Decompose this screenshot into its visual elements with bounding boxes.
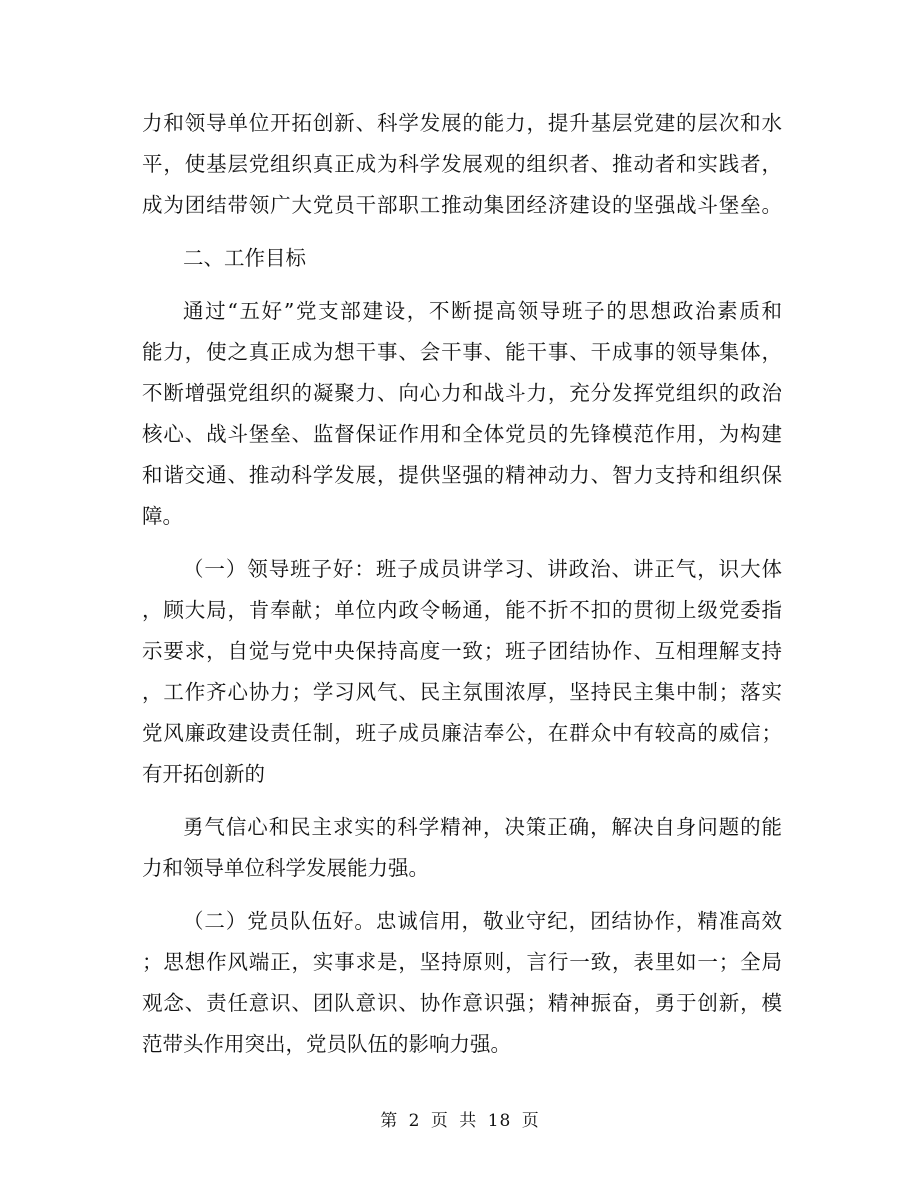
text-line: 障。 <box>142 504 183 528</box>
text-line: 能力，使之真正成为想干事、会干事、能干事、干成事的领导集体， <box>142 340 782 364</box>
text-line: 力和领导单位科学发展能力强。 <box>142 856 429 880</box>
text-line: 不断增强党组织的凝聚力、向心力和战斗力，充分发挥党组织的政治 <box>142 381 782 405</box>
page-number-footer: 第 2 页 共 18 页 <box>380 1111 540 1131</box>
body-text <box>142 103 782 1065</box>
text-line: 核心、战斗堡垒、监督保证作用和全体党员的先锋模范作用，为构建 <box>142 422 782 446</box>
text-line: 党风廉政建设责任制，班子成员廉洁奉公，在群众中有较高的威信； <box>142 721 782 745</box>
section-heading: 二、工作目标 <box>183 246 306 270</box>
text-line: 力和领导单位开拓创新、科学发展的能力，提升基层党建的层次和水 <box>142 111 782 135</box>
text-line: 示要求，自觉与党中央保持高度一致；班子团结协作、互相理解支持 <box>142 639 782 663</box>
text-line: ；思想作风端正，实事求是，坚持原则，言行一致，表里如一；全局 <box>142 950 782 974</box>
text-line: ，顾大局，肯奉献；单位内政令畅通，能不折不扣的贯彻上级党委指 <box>142 598 782 622</box>
text-line: 观念、责任意识、团队意识、协作意识强；精神振奋，勇于创新，模 <box>142 991 782 1015</box>
text-line: 有开拓创新的 <box>142 762 265 786</box>
text-line: （一）领导班子好：班子成员讲学习、讲政治、讲正气，识大体 <box>183 557 782 581</box>
text-line: 成为团结带领广大党员干部职工推动集团经济建设的坚强战斗堡垒。 <box>142 193 782 217</box>
text-line: ，工作齐心协力；学习风气、民主氛围浓厚，坚持民主集中制；落实 <box>142 680 782 704</box>
text-line: 范带头作用突出，党员队伍的影响力强。 <box>142 1032 511 1056</box>
text-line: （二）党员队伍好。忠诚信用，敬业守纪，团结协作，精准高效 <box>183 909 782 933</box>
text-line: 平，使基层党组织真正成为科学发展观的组织者、推动者和实践者， <box>142 152 782 176</box>
text-line: 勇气信心和民主求实的科学精神，决策正确，解决自身问题的能 <box>183 815 782 839</box>
text-line: 通过“五好”党支部建设，不断提高领导班子的思想政治素质和 <box>183 299 782 323</box>
text-line: 和谐交通、推动科学发展，提供坚强的精神动力、智力支持和组织保 <box>142 463 782 487</box>
